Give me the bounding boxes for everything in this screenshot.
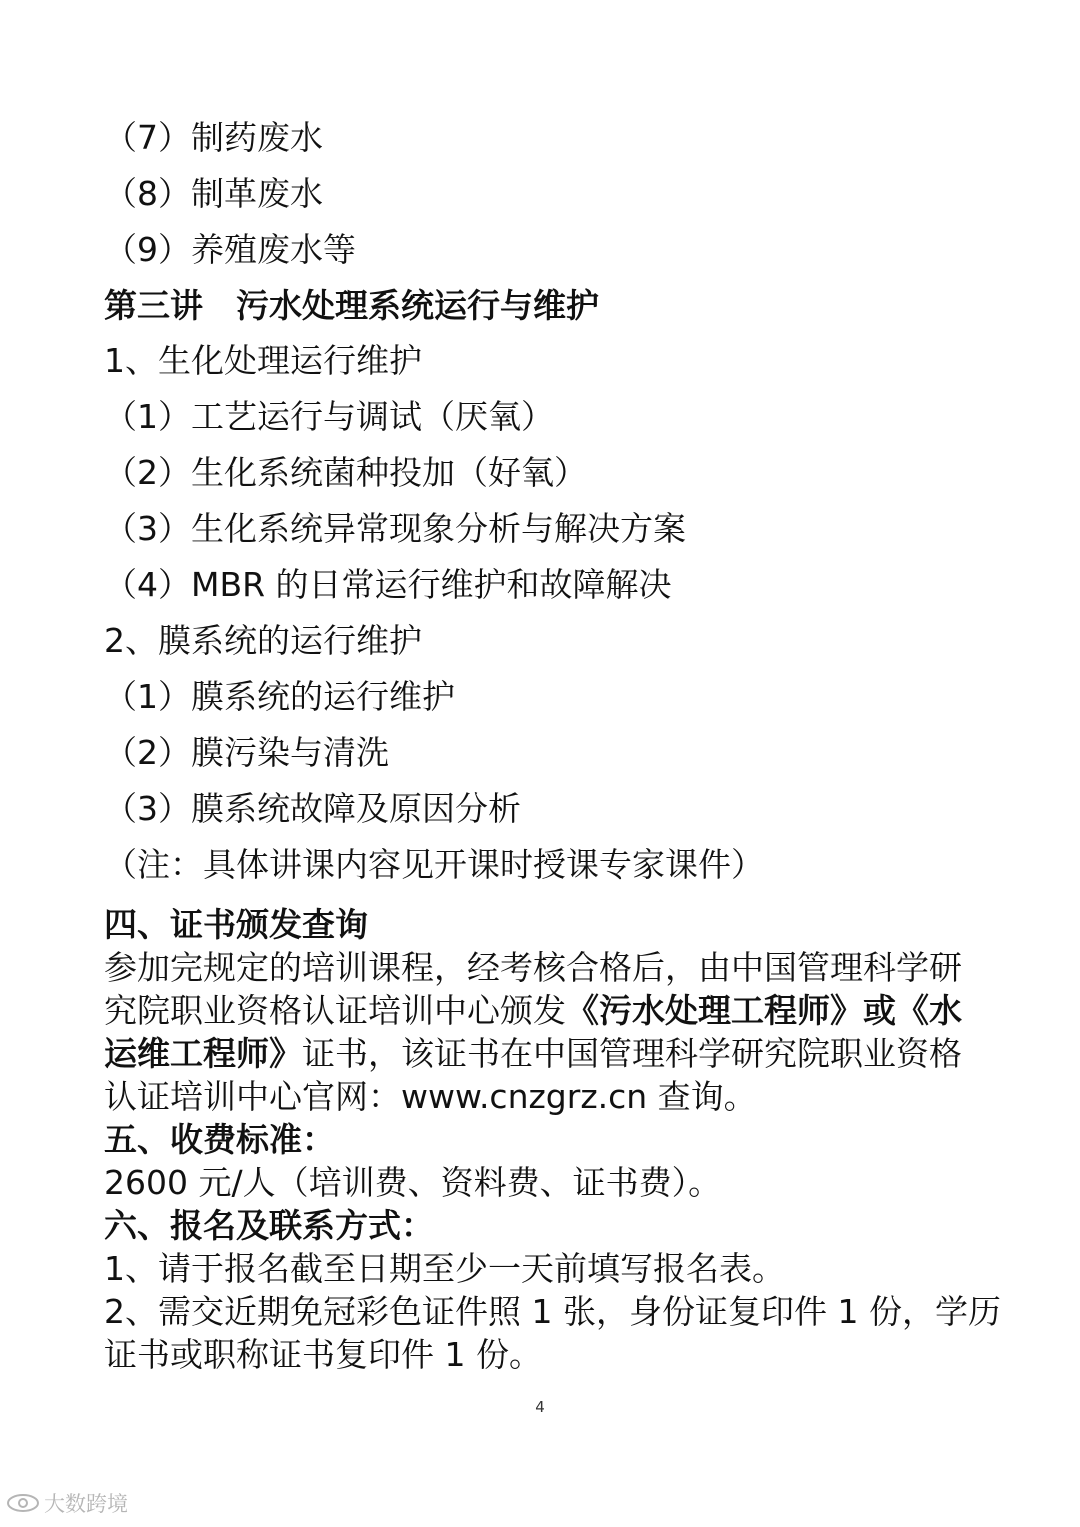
paragraph-line: 认证培训中心官网：www.cnzgrz.cn 查询。 [104,1077,757,1116]
list-item-7: （7）制药废水 [104,118,323,157]
section-heading-biochem: 1、生化处理运行维护 [104,341,422,380]
paragraph-text: 究院职业资格认证培训中心颁发 [104,991,566,1030]
list-item: （1）工艺运行与调试（厌氧） [104,397,554,436]
eye-logo-icon [6,1492,40,1514]
list-item: （2）生化系统菌种投加（好氧） [104,453,587,492]
list-item: （2）膜污染与清洗 [104,733,389,772]
section-heading-certificate: 四、证书颁发查询 [104,905,368,944]
list-item-9: （9）养殖废水等 [104,230,356,269]
paragraph-line [104,991,962,1031]
list-item: 证书或职称证书复印件 1 份。 [104,1335,542,1374]
page-number: 4 [535,1398,545,1416]
list-item: （1）膜系统的运行维护 [104,677,455,716]
lecture-heading: 第三讲 污水处理系统运行与维护 [104,286,599,325]
list-item: （3）膜系统故障及原因分析 [104,789,521,828]
fee-text: 2600 元/人（培训费、资料费、证书费）。 [104,1163,722,1202]
watermark [6,1488,128,1518]
list-item: 2、需交近期免冠彩色证件照 1 张，身份证复印件 1 份，学历 [104,1292,1001,1331]
certificate-name-emphasis: 运维工程师》 [104,1034,302,1073]
list-item-8: （8）制革废水 [104,174,323,213]
certificate-name-emphasis: 《污水处理工程师》或《水 [566,991,962,1030]
watermark-text: 大数跨境 [44,1492,128,1516]
list-item: （3）生化系统异常现象分析与解决方案 [104,509,686,548]
paragraph-text: 证书，该证书在中国管理科学研究院职业资格 [302,1034,962,1073]
list-item: 1、请于报名截至日期至少一天前填写报名表。 [104,1249,785,1288]
note-text: （注：具体讲课内容见开课时授课专家课件） [104,845,764,884]
list-item: （4）MBR 的日常运行维护和故障解决 [104,565,672,604]
section-heading-registration: 六、报名及联系方式： [104,1206,434,1245]
section-heading-membrane: 2、膜系统的运行维护 [104,621,422,660]
paragraph-line: 参加完规定的培训课程，经考核合格后，由中国管理科学研 [104,948,962,987]
section-heading-fees: 五、收费标准： [104,1120,335,1159]
paragraph-line [104,1034,962,1074]
